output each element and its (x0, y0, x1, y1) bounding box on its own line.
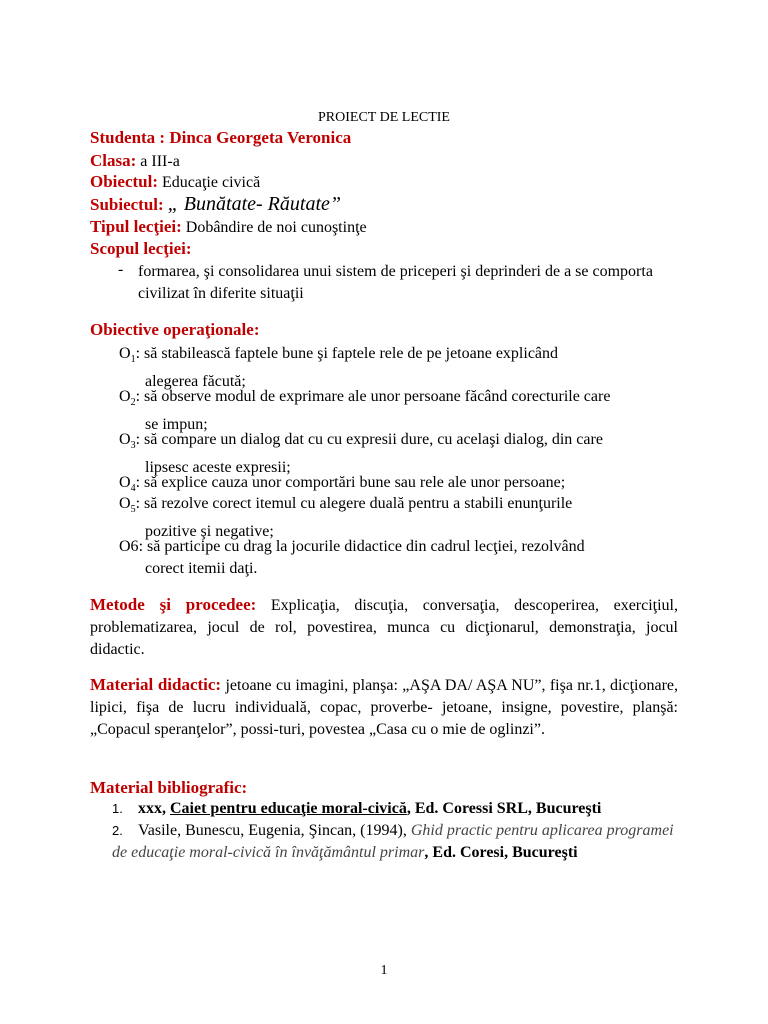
tipul-value: Dobândire de noi cunoştinţe (185, 219, 367, 236)
subiectul-label: Subiectul: (90, 195, 164, 214)
tipul-label: Tipul lecţiei: (90, 217, 182, 236)
material-label: Material didactic: (90, 675, 222, 694)
biblio-item-1: 1. xxx, Caiet pentru educaţie moral-civică, Ed. Coressi SRL, Bucureşti (112, 800, 602, 817)
objective-6: O6: să participe cu drag la jocurile didactice din cadrul lecţiei, rezolvând corect itemii daţi. (119, 538, 585, 577)
biblio-label: Material bibliografic: (90, 778, 248, 797)
student-line: Studenta : Dinca Georgeta Veronica (90, 128, 352, 147)
biblio-item-2: 2. Vasile, Bunescu, Eugenia, Şincan, (1994), Ghid practic pentru aplicarea programei de educaţie moral-civică în învăţământul primar, Ed. Coresi, Bucureşti (112, 822, 674, 861)
document-title: PROIECT DE LECTIE (318, 110, 450, 125)
metode-text: Explicaţia, discuţia, conversaţia, descoperirea, exerciţiul, problematizarea, jocul de rol, povestirea, munca cu dicţionarul, demonstraţia, jocul didactic. (90, 597, 679, 658)
clasa-value: a III-a (140, 153, 180, 170)
obiective-label: Obiective operaţionale: (90, 320, 260, 339)
objective-4: $O_4$: să explice cauza unor comportări bune sau rele ale unor persoane; (119, 474, 566, 495)
page-number: 1 (380, 963, 388, 978)
scopul-text: formarea, şi consolidarea unui sistem de priceperi şi deprinderi de a se comporta civilizat în diferite situaţii (138, 263, 653, 302)
material-paragraph (90, 674, 678, 741)
clasa-line (90, 151, 180, 172)
obiectul-line (90, 172, 260, 193)
obiectul-value: Educaţie civică (162, 174, 261, 191)
objective-5: $O_5$: să rezolve corect itemul cu alegere duală pentru a stabili enunţurile pozitive şi negative; (119, 495, 573, 541)
objective-2: $O_2$: să observe modul de exprimare ale unor persoane făcând corecturile care se impun; (119, 388, 611, 434)
objective-1: $O_1$: să stabilească faptele bune şi faptele rele de pe jetoane explicând alegerea făcută; (119, 345, 559, 391)
biblio-1-title: Caiet pentru educaţie moral-civică (170, 800, 407, 817)
tipul-line (90, 217, 367, 238)
objective-3: $O_3$: să compare un dialog dat cu cu expresii dure, cu acelaşi dialog, din care lipsesc aceste expresii; (119, 431, 603, 477)
clasa-label: Clasa: (90, 151, 137, 170)
scopul-label: Scopul lecţiei: (90, 239, 192, 258)
metode-label: Metode şi procedee: (90, 595, 257, 614)
metode-paragraph (90, 594, 678, 661)
subiectul-value: „ Bunătate- Răutate” (167, 193, 342, 215)
subiectul-line (90, 194, 341, 216)
scopul-bullet: - (118, 261, 124, 278)
obiectul-label: Obiectul: (90, 172, 158, 191)
biblio-2-title: Ghid practic pentru aplicarea programei de educaţie moral-civică în învăţământul primar (112, 822, 674, 861)
material-text: jetoane cu imagini, planşa: „AŞA DA/ AŞA NU”, fişa nr.1, dicţionare, lipici, fişa de lucru individuală, copac, proverbe- jetoane, insigne, povestire, planşă:„Copacul speranţelor”, possi-turi, povestea „Casa cu o mie de oglinzi”. (90, 677, 679, 738)
